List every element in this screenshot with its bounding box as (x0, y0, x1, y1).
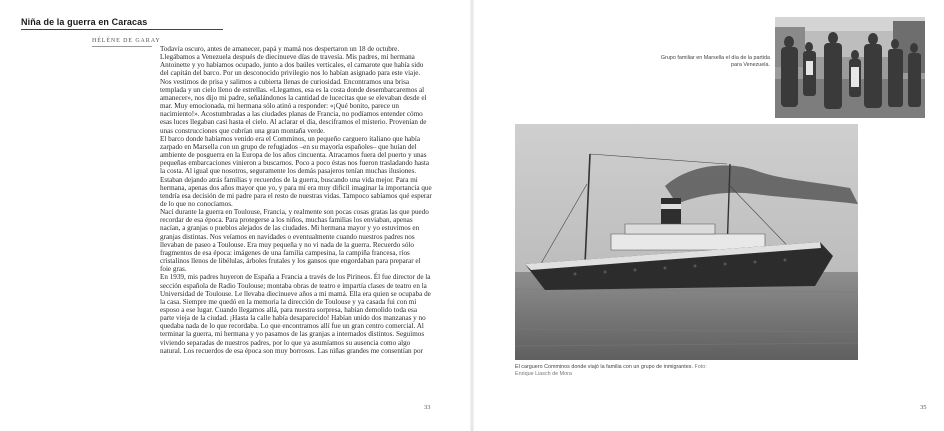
photo-credit: Foto: Enrique Liasch de Mora (515, 364, 707, 377)
family-photo-illustration (775, 17, 925, 118)
book-gutter (470, 0, 474, 431)
paragraph-4: En 1939, mis padres huyeron de España a Francia a través de los Pirineos. Él fue director de la sección española de Radio Toulouse; montaba obras de teatro e impartía clases de teatro en la Universidad de Toulouse. Le llevaba diecinueve años a mi mamá. Ella era quien se ocupaba de la casa. Siempre me quedó en la memoria la dirección de Toulouse y ya casada fui con mi esposo a ese lugar. Cuando llegamos allá, para nuestra sorpresa, habían demolido toda esa parte vieja de la ciudad. ¡Hasta la calle había desaparecido! Habían unido dos manzanas y no quedaba nada de lo que recordaba. Lo que encontramos allí fue un gran centro comercial. Al terminar la guerra, mi hermana y yo pasamos de las granjas a internados distintos. Seguimos viviendo separadas de nuestros padres, por lo que ya asumíamos su ausencia como algo natural. Los recuerdos de esa época son muy borrosos. Las niñas grandes me consentían por (160, 273, 431, 355)
article-body (160, 45, 432, 355)
ship-caption-text: El carguero Comminos donde viajó la familia con un grupo de inmigrantes. (515, 364, 693, 370)
ship-photo (515, 124, 858, 360)
author-rule (92, 46, 152, 47)
paragraph-3: Nací durante la guerra en Toulouse, Francia, y realmente son pocas cosas gratas las que puedo recordar de esa época. Para protegerse a los niños, muchas familias los enviaban, apenas nacían, a granjas o pueblos alejados de las ciudades. Mi hermana mayor y yo estuvimos en granjas distintas. Nos veíamos en navidades o eventualmente cuando nuestros padres nos llevaban de paseo a Toulouse. Era muy pequeña y no vi nada de la guerra. Recuerdo sólo fragmentos de esa época: imágenes de una familia campesina, la campiña francesa, ríos cristalinos llenos de libélulas, árboles frutales y los gansos que engordaban para preparar el foie gras. (160, 208, 429, 274)
family-group-photo (775, 17, 925, 118)
family-photo-caption: Grupo familiar en Marsella el día de la partida para Venezuela. (660, 55, 770, 68)
page-number-right: 35 (920, 404, 927, 411)
ship-photo-illustration (515, 124, 858, 360)
ship-photo-caption (515, 364, 715, 378)
paragraph-1: Todavía oscuro, antes de amanecer, papá y mamá nos despertaron un 18 de octubre. Llegábamos a Venezuela después de diecinueve días de travesía. Mis padres, mi hermana Antoinette y yo habíamos ocupado, junto a dos baúles verticales, el camarote que había sido del capitán del barco. Por un desconocido privilegio nos lo habían asignado para este viaje. Nos vestimos de prisa y salimos a cubierta llenas de curiosidad. Encontramos una brisa templada y un cielo lleno de estrellas. «Llegamos, esa es la costa donde desembarcaremos al amanecer», nos dijo mi padre, señalándonos la cantidad de lucecitas que se elevaban desde el mar. Muy emocionada, mi hermana sólo atinó a responder: «¡Qué bonito, parece un nacimiento!». Acostumbradas a las ciudades planas de Francia, no podíamos entender cómo esas luces llegaban casi hasta el cielo. Al aclarar el día, desciframos el misterio. Provenían de unas construcciones que cubrían una gran montaña verde. (160, 45, 427, 135)
page-number-left: 33 (424, 404, 431, 411)
author-name: HÉLÈNE DE GARAY (92, 38, 161, 44)
running-head-rule (21, 29, 223, 30)
paragraph-2: El barco donde habíamos venido era el Comminos, un pequeño carguero italiano que había zarpado en Marsella con un grupo de refugiados –en su mayoría españoles– que huían del ambiente de posguerra en la Europa de los años cincuenta. Atracamos fuera del puerto y unas pequeñas embarcaciones vinieron a buscarnos. Poco a poco éstas nos fueron trasladando hasta la costa. Al igual que nosotros, seguramente los demás pasajeros tenían muchas ilusiones. Estaban dejando atrás familias y recuerdos de la guerra, buscando una vida mejor. Para mi hermana, apenas dos años mayor que yo, y para mí era muy difícil imaginar la importancia que tendría esa decisión de mi padre para el resto de nuestras vidas. Tampoco sabíamos qué esperar de lo que no conocíamos. (160, 134, 432, 208)
running-head: Niña de la guerra en Caracas (21, 17, 148, 27)
